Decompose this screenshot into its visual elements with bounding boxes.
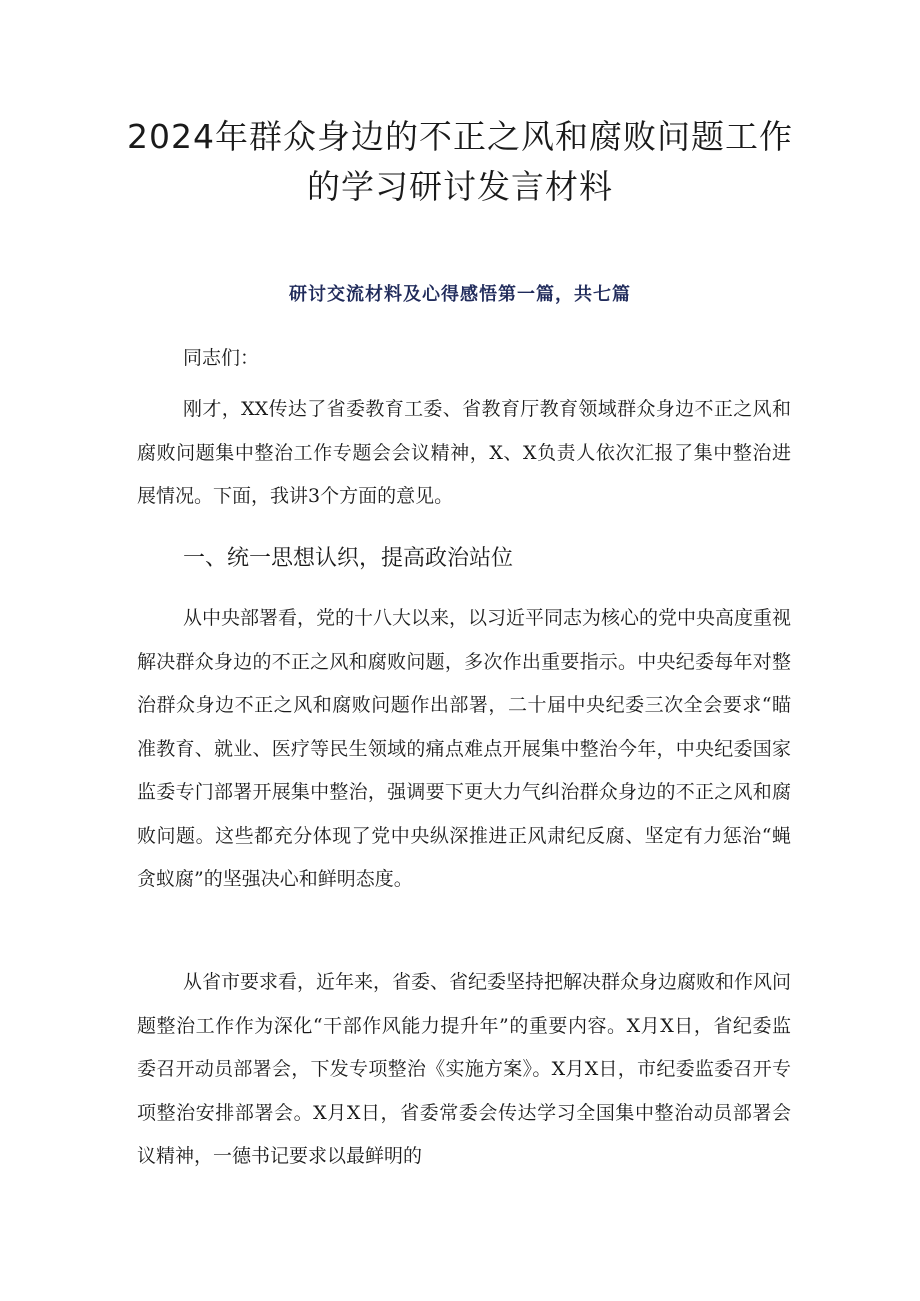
document-title: 2024年群众身边的不正之风和腐败问题工作的学习研讨发言材料 bbox=[127, 117, 793, 206]
salutation: 同志们： bbox=[183, 347, 260, 369]
document-subtitle: 研讨交流材料及心得感悟第一篇，共七篇 bbox=[289, 284, 631, 305]
paragraph-opening: 刚才，XX传达了省委教育工委、省教育厅教育领域群众身边不正之风和腐败问题集中整治工作专题会会议精神，X、X负责人依次汇报了集中整治进展情况。下面，我讲3个方面的意见。 bbox=[137, 398, 791, 507]
paragraph-provincial-requirements: 从省市要求看，近年来，省委、省纪委坚持把解决群众身边腐败和作风问题整治工作作为深化“干部作风能力提升年”的重要内容。X月X日，省纪委监委召开动员部署会，下发专项整治《实施方案》。X月X日，市纪委监委召开专项整治安排部署会。X月X日，省委常委会传达学习全国集中整治动员部署会议精神，一德书记要求以最鲜明的 bbox=[137, 971, 792, 1167]
paragraph-central-deployment: 从中央部署看，党的十八大以来，以习近平同志为核心的党中央高度重视解决群众身边的不正之风和腐败问题，多次作出重要指示。中央纪委每年对整治群众身边不正之风和腐败问题作出部署，二十届中央纪委三次全会要求“瞄准教育、就业、医疗等民生领域的痛点难点开展集中整治今年，中央纪委国家监委专门部署开展集中整治，强调要下更大力气纠治群众身边的不正之风和腐败问题。这些都充分体现了党中央纵深推进正风肃纪反腐、坚定有力惩治“蝇贪蚁腐”的坚强决心和鲜明态度。 bbox=[137, 607, 792, 890]
section-heading: 一、统一思想认织，提高政治站位 bbox=[183, 546, 514, 571]
